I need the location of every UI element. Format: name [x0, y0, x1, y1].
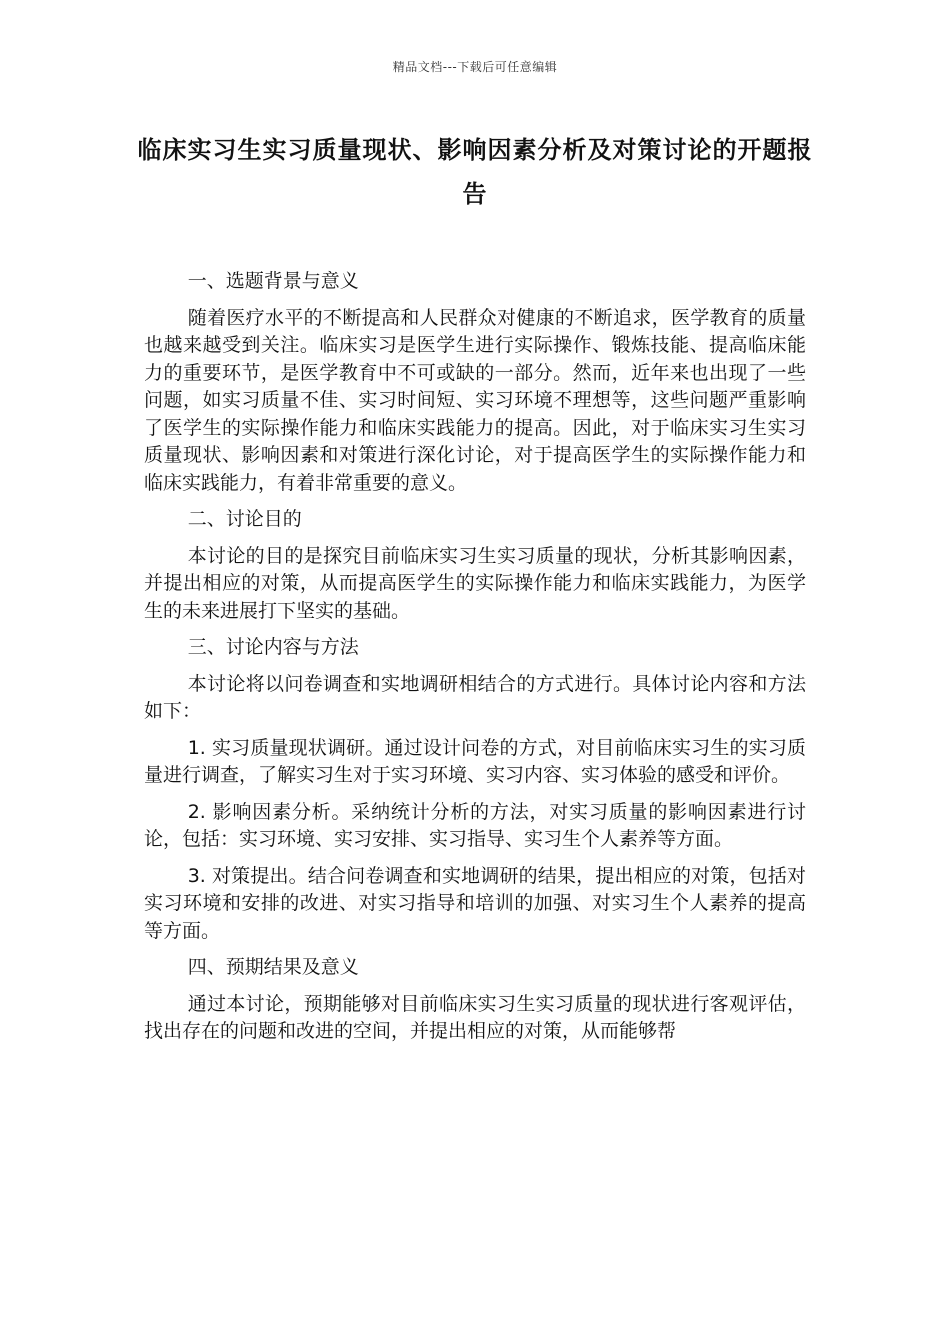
- list-item: 3. 对策提出。结合问卷调查和实地调研的结果，提出相应的对策，包括对实习环境和安排的改进、对实习指导和培训的加强、对实习生个人素养的提高等方面。: [144, 864, 806, 942]
- document-title: 临床实习生实习质量现状、影响因素分析及对策讨论的开题报告: [137, 136, 813, 208]
- list-item: 2. 影响因素分析。采纳统计分析的方法，对实习质量的影响因素进行讨论，包括：实习环境、实习安排、实习指导、实习生个人素养等方面。: [144, 800, 806, 850]
- list-item: 1. 实习质量现状调研。通过设计问卷的方式，对目前临床实习生的实习质量进行调查，了解实习生对于实习环境、实习内容、实习体验的感受和评价。: [144, 736, 806, 786]
- paragraph: 本讨论将以问卷调查和实地调研相结合的方式进行。具体讨论内容和方法如下：: [144, 672, 806, 722]
- paragraph: 通过本讨论，预期能够对目前临床实习生实习质量的现状进行客观评估，找出存在的问题和改进的空间，并提出相应的对策，从而能够帮: [144, 992, 806, 1042]
- section-heading: 二、讨论目的: [187, 508, 302, 530]
- document-body: [144, 268, 806, 1055]
- paragraph: 本讨论的目的是探究目前临床实习生实习质量的现状，分析其影响因素，并提出相应的对策，从而提高医学生的实际操作能力和临床实践能力，为医学生的未来进展打下坚实的基础。: [144, 544, 806, 622]
- paragraph: 随着医疗水平的不断提高和人民群众对健康的不断追求，医学教育的质量也越来越受到关注。临床实习是医学生进行实际操作、锻炼技能、提高临床能力的重要环节，是医学教育中不可或缺的一部分。然而，近年来也出现了一些问题，如实习质量不佳、实习时间短、实习环境不理想等，这些问题严重影响了医学生的实际操作能力和临床实践能力的提高。因此，对于临床实习生实习质量现状、影响因素和对策进行深化讨论，对于提高医学生的实际操作能力和临床实践能力，有着非常重要的意义。: [144, 306, 806, 494]
- header-note: 精品文档---下载后可任意编辑: [392, 60, 558, 74]
- section-heading: 三、讨论内容与方法: [187, 636, 359, 658]
- section-heading: 四、预期结果及意义: [187, 956, 359, 978]
- section-heading: 一、选题背景与意义: [187, 270, 359, 292]
